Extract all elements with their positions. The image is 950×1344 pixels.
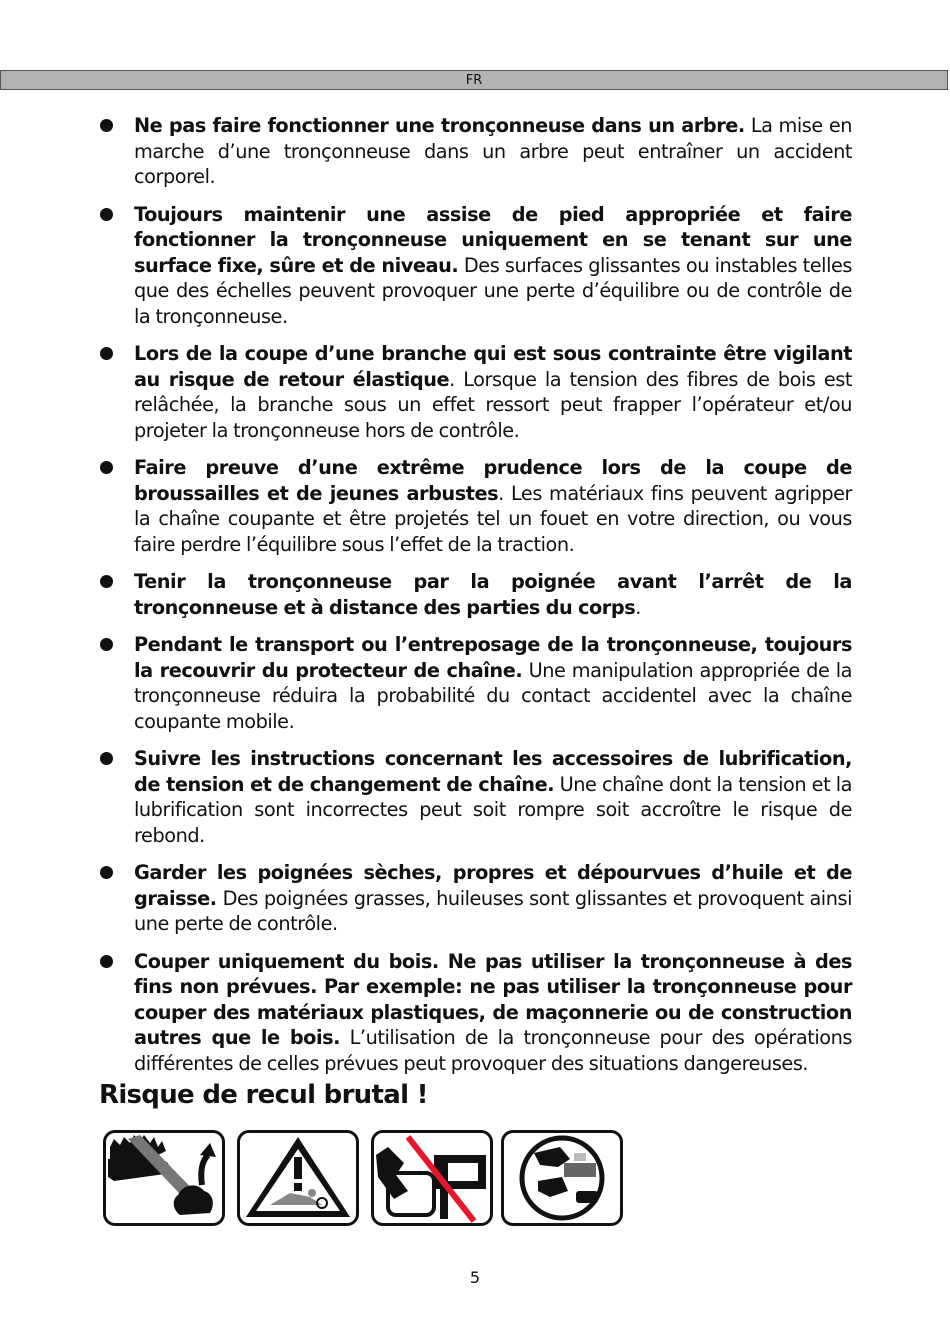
instruction-bold: Couper uniquement du bois. Ne pas utiliser la tronçonneuse à des fins non prévues. Par exemple: ne pas utiliser la tronçonneuse pour couper des matériaux plastiques, de maçonnerie ou de construction autres que le bois. bbox=[134, 949, 852, 1049]
list-item bbox=[96, 113, 852, 190]
list-item bbox=[96, 949, 852, 1077]
instruction-text bbox=[134, 202, 852, 330]
instruction-bold: Faire preuve d’une extrême prudence lors de la coupe de broussailles et de jeunes arbustes bbox=[134, 456, 852, 505]
instruction-body: Des surfaces glissantes ou instables telles que des échelles peuvent provoquer une perte d’équilibre ou de contrôle de la tronçonneuse. bbox=[134, 253, 852, 328]
list-item bbox=[96, 569, 852, 620]
section-title: Risque de recul brutal ! bbox=[99, 1080, 428, 1110]
instruction-bold: Lors de la coupe d’une branche qui est sous contrainte être vigilant au risque de retour élastique bbox=[134, 342, 852, 391]
instruction-text bbox=[134, 860, 852, 937]
pictogram-row bbox=[103, 1130, 628, 1228]
instruction-bold: Garder les poignées sèches, propres et dépourvues d’huile et de graisse. bbox=[134, 861, 852, 910]
bullet-icon bbox=[100, 461, 113, 474]
bullet-icon bbox=[100, 866, 113, 879]
instruction-text bbox=[134, 113, 852, 190]
header-bar bbox=[0, 70, 948, 90]
bullet-icon bbox=[100, 752, 113, 765]
instruction-text bbox=[134, 949, 852, 1077]
bullet-icon bbox=[100, 638, 113, 651]
instruction-text bbox=[134, 569, 852, 620]
instruction-bold: Pendant le transport ou l’entreposage de la tronçonneuse, toujours la recouvrir du protecteur de chaîne. bbox=[134, 633, 852, 682]
instruction-body: . Les matériaux fins peuvent agripper la chaîne coupante et être projetés tel un fouet en votre direction, ou vous faire perdre l’équilibre sous l’effet de la traction. bbox=[134, 481, 852, 556]
instruction-bold: Toujours maintenir une assise de pied appropriée et faire fonctionner la tronçonneuse uniquement en se tenant sur une surface fixe, sûre et de niveau. bbox=[134, 202, 852, 277]
safety-instructions-list bbox=[96, 113, 852, 1088]
page-number: 5 bbox=[469, 1268, 481, 1287]
instruction-text bbox=[134, 632, 852, 734]
instruction-bold: Ne pas faire fonctionner une tronçonneuse dans un arbre. bbox=[134, 114, 745, 137]
list-item bbox=[96, 860, 852, 937]
kickback-chain-icon bbox=[103, 1130, 225, 1226]
instruction-body: . bbox=[635, 595, 641, 619]
list-item bbox=[96, 202, 852, 330]
instruction-text bbox=[134, 455, 852, 557]
instruction-bold: Suivre les instructions concernant les accessoires de lubrification, de tension et de changement de chaîne. bbox=[134, 747, 852, 796]
bullet-icon bbox=[100, 119, 113, 132]
list-item bbox=[96, 341, 852, 443]
list-item bbox=[96, 746, 852, 848]
instruction-text bbox=[134, 746, 852, 848]
bullet-icon bbox=[100, 575, 113, 588]
instruction-body: La mise en marche d’une tronçonneuse dans un arbre peut entraîner un accident corporel. bbox=[134, 114, 852, 188]
instruction-bold: Tenir la tronçonneuse par la poignée avant l’arrêt de la tronçonneuse et à distance des parties du corps bbox=[134, 570, 852, 619]
bullet-icon bbox=[100, 347, 113, 360]
no-one-hand-operation-icon bbox=[371, 1130, 493, 1226]
list-item bbox=[96, 455, 852, 557]
instruction-body: Une chaîne dont la tension et la lubrification sont incorrectes peut soit rompre soit accroître le risque de rebond. bbox=[134, 772, 852, 847]
bullet-icon bbox=[100, 955, 113, 968]
instruction-body: L’utilisation de la tronçonneuse pour des opérations différentes de celles prévues peut provoquer des situations dangereuses. bbox=[134, 1026, 853, 1075]
language-label: FR bbox=[465, 73, 483, 88]
bullet-icon bbox=[100, 208, 113, 221]
warning-triangle-icon bbox=[237, 1130, 359, 1226]
instruction-body: Une manipulation appropriée de la tronçonneuse réduira la probabilité du contact accidentel avec la chaîne coupante mobile. bbox=[134, 658, 852, 733]
instruction-text bbox=[134, 341, 852, 443]
instruction-body: Des poignées grasses, huileuses sont glissantes et provoquent ainsi une perte de contrôle. bbox=[134, 886, 852, 935]
two-hand-grip-icon bbox=[501, 1130, 623, 1226]
instruction-body: . Lorsque la tension des fibres de bois est relâchée, la branche sous un effet ressort peut frapper l’opérateur et/ou projeter la tronçonneuse hors de contrôle. bbox=[134, 367, 852, 442]
list-item bbox=[96, 632, 852, 734]
